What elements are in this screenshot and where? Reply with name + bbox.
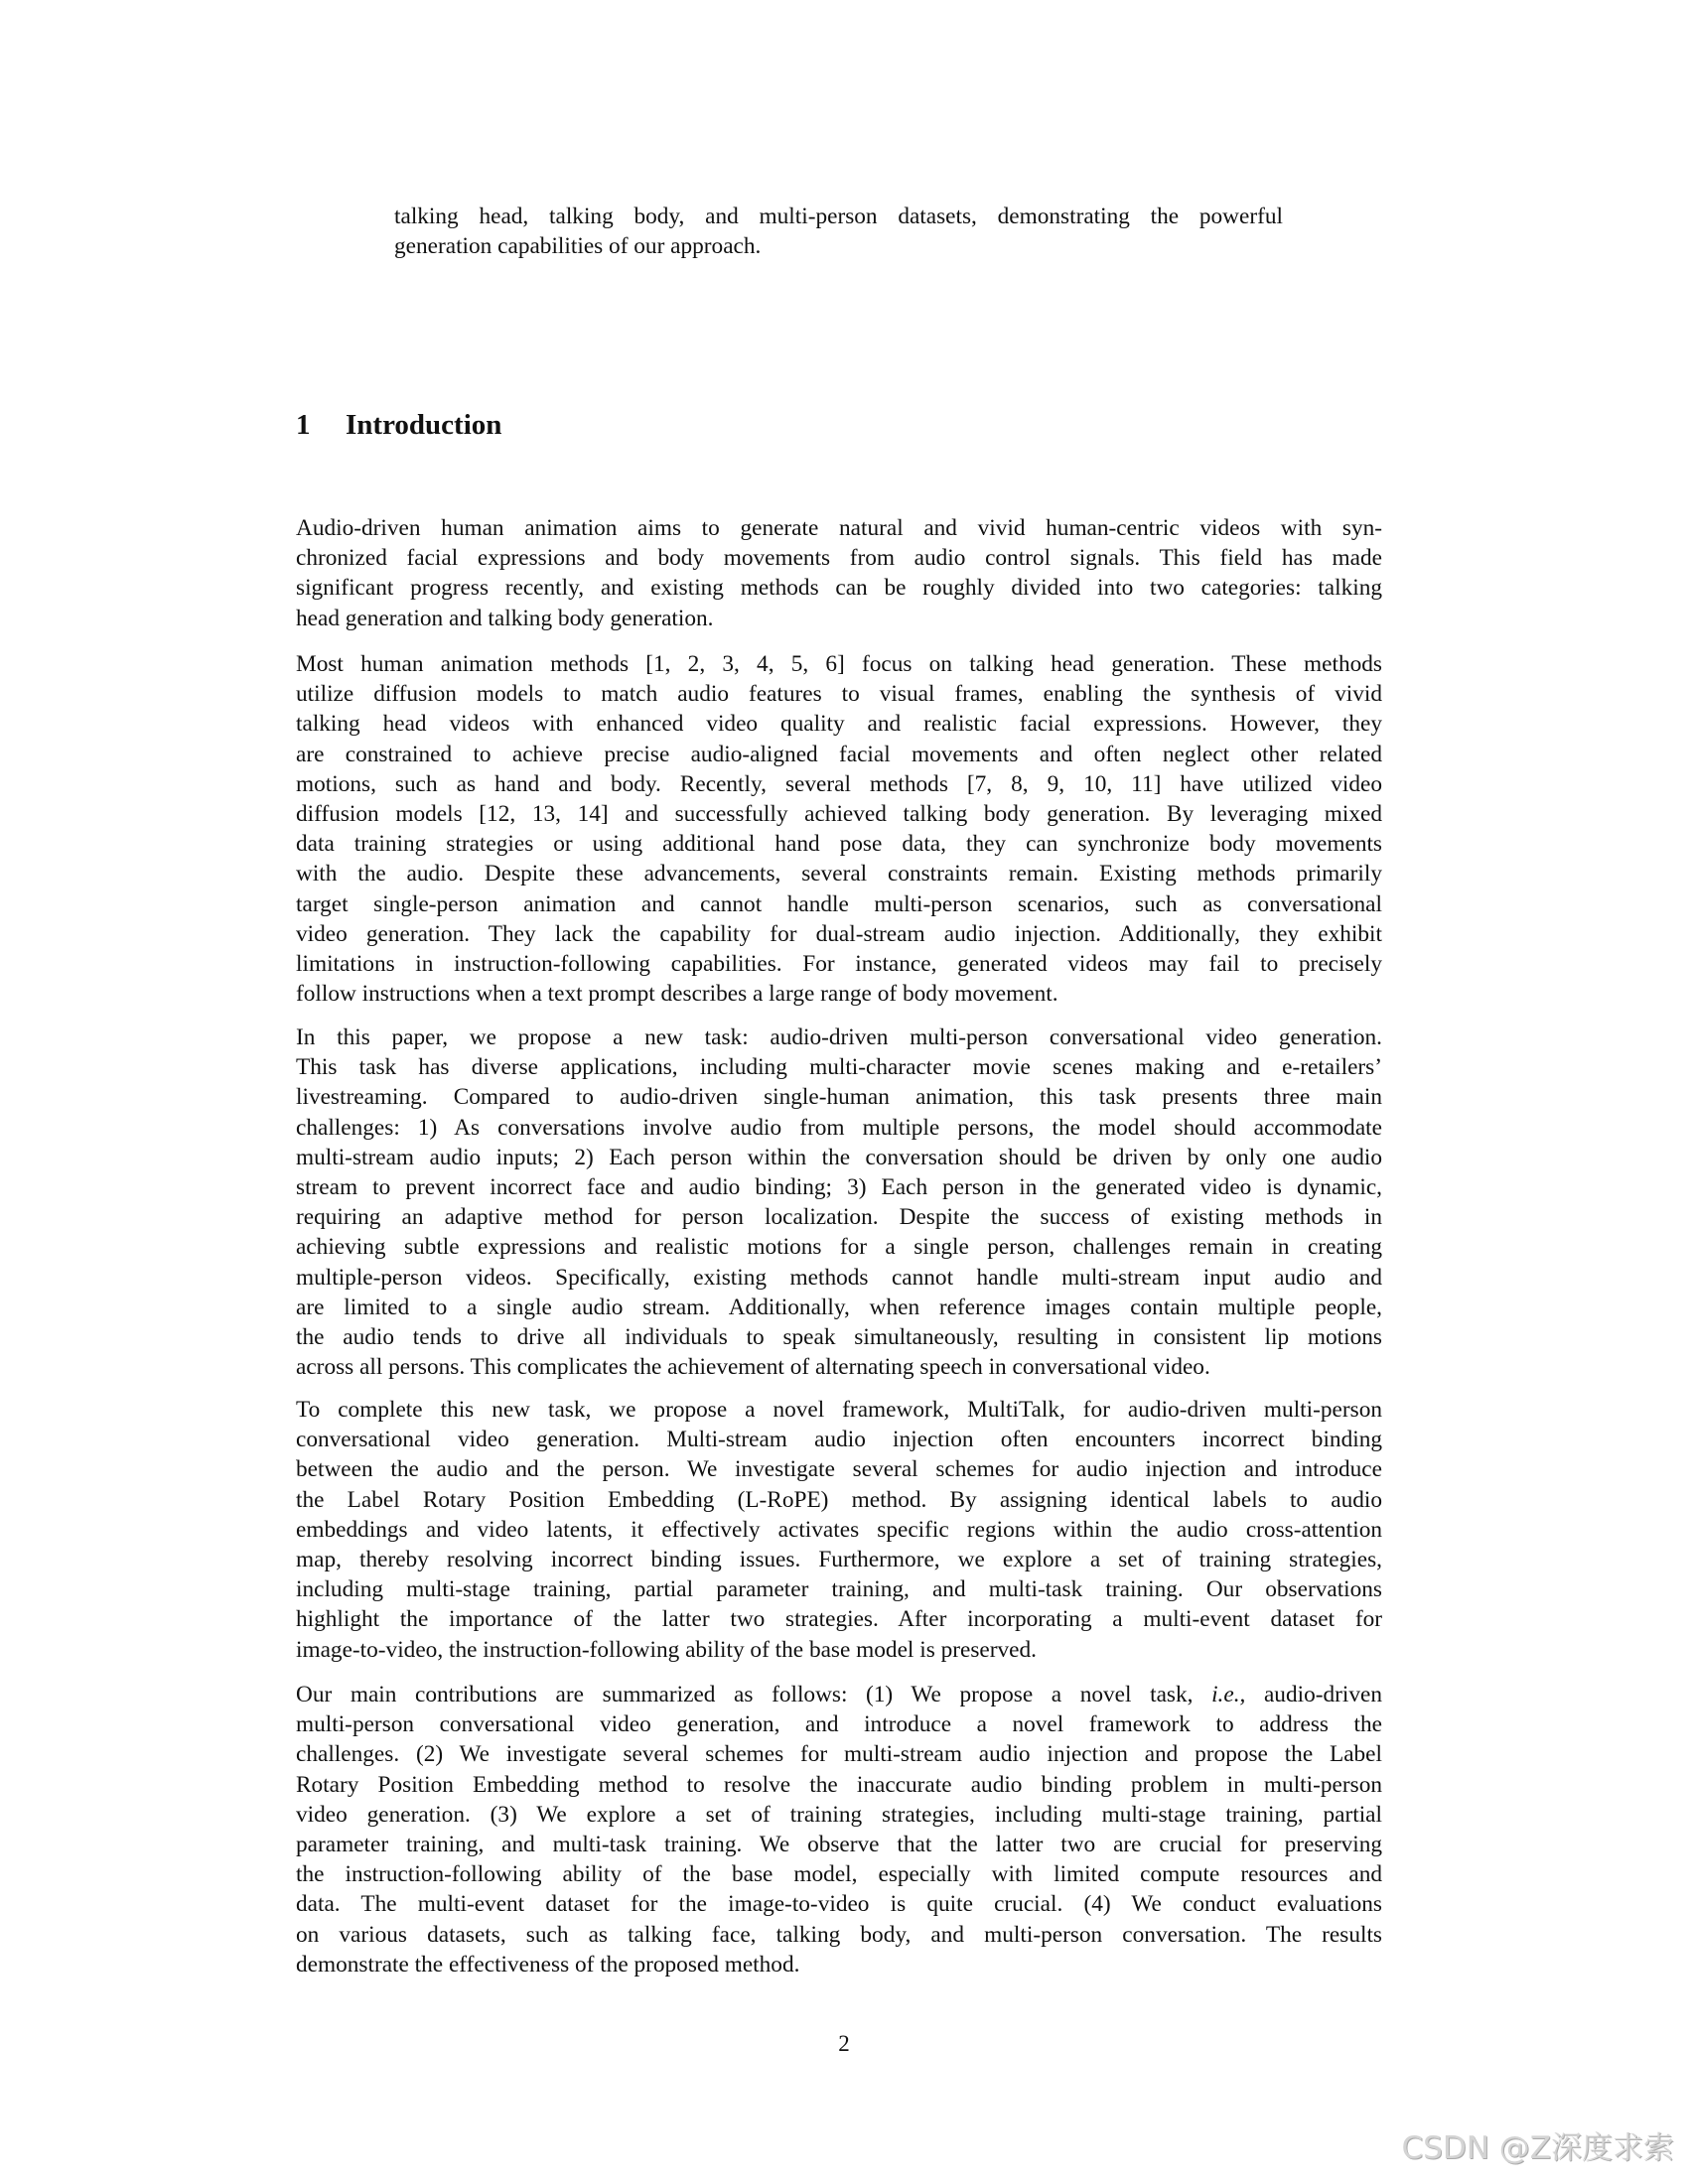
paragraph-line: video generation. (3) We explore a set of training strategies, including multi-stage training, partial <box>296 1801 1382 1828</box>
paragraph <box>296 649 1382 1009</box>
paragraph-line: Most human animation methods [1, 2, 3, 4, 5, 6] focus on talking head generation. These methods <box>296 651 1382 677</box>
paragraph-line: motions, such as hand and body. Recently, several methods [7, 8, 9, 10, 11] have utilized video <box>296 770 1382 797</box>
paragraph-line: the instruction-following ability of the base model, especially with limited compute resources and <box>296 1861 1382 1888</box>
paragraph-line: limitations in instruction-following capabilities. For instance, generated videos may fail to precisely <box>296 950 1382 977</box>
paragraph-line: the Label Rotary Position Embedding (L-RoPE) method. By assigning identical labels to audio <box>296 1486 1382 1513</box>
paragraph <box>296 1680 1382 1979</box>
abstract-tail <box>394 202 1283 261</box>
paragraph-line: utilize diffusion models to match audio features to visual frames, enabling the synthesis of vivid <box>296 681 1382 708</box>
paragraph-line: conversational video generation. Multi-stream audio injection often encounters incorrect binding <box>296 1427 1382 1453</box>
section-heading <box>296 409 501 442</box>
paragraph-line: across all persons. This complicates the achievement of alternating speech in conversational video. <box>296 1354 1210 1381</box>
paragraph-line: follow instructions when a text prompt describes a large range of body movement. <box>296 981 1058 1008</box>
paragraph-line: head generation and talking body generation. <box>296 605 714 631</box>
paragraph-line: significant progress recently, and existing methods can be roughly divided into two categories: talking <box>296 575 1382 602</box>
paragraph <box>296 1395 1382 1665</box>
paragraph-line: multi-stream audio inputs; 2) Each person within the conversation should be driven by only one audio <box>296 1144 1382 1170</box>
paragraph-line: livestreaming. Compared to audio-driven single-human animation, this task presents three main <box>296 1084 1382 1111</box>
paragraph-line: multiple-person videos. Specifically, existing methods cannot handle multi-stream input audio and <box>296 1264 1382 1291</box>
paragraph-line: Audio-driven human animation aims to generate natural and vivid human-centric videos with syn- <box>296 515 1382 541</box>
paragraph-line: chronized facial expressions and body movements from audio control signals. This field has made <box>296 545 1382 572</box>
paragraph-line: are constrained to achieve precise audio-aligned facial movements and often neglect other related <box>296 741 1382 767</box>
paragraph-line: between the audio and the person. We investigate several schemes for audio injection and introduce <box>296 1456 1382 1483</box>
paragraph <box>296 513 1382 633</box>
paragraph-line: image-to-video, the instruction-following ability of the base model is preserved. <box>296 1636 1037 1663</box>
paragraph-line: challenges: 1) As conversations involve audio from multiple persons, the model should accommodate <box>296 1114 1382 1141</box>
paragraph-line: In this paper, we propose a new task: audio-driven multi-person conversational video generation. <box>296 1024 1382 1050</box>
paragraph-line: achieving subtle expressions and realistic motions for a single person, challenges remain in creating <box>296 1234 1382 1261</box>
paragraph-line: highlight the importance of the latter two strategies. After incorporating a multi-event dataset for <box>296 1606 1382 1633</box>
watermark: CSDN @Z深度求索 <box>1401 2130 1674 2166</box>
paragraph-line: target single-person animation and cannot handle multi-person scenarios, such as conversational <box>296 890 1382 917</box>
paragraph <box>296 1023 1382 1382</box>
text-span: audio-driven <box>1245 1682 1382 1707</box>
paragraph-line: diffusion models [12, 13, 14] and successfully achieved talking body generation. By leveraging mixed <box>296 800 1382 827</box>
abstract-line: talking head, talking body, and multi-person datasets, demonstrating the powerful <box>394 204 1283 229</box>
paragraph-line: are limited to a single audio stream. Additionally, when reference images contain multiple people, <box>296 1294 1382 1320</box>
paragraph-line: talking head videos with enhanced video quality and realistic facial expressions. However, they <box>296 711 1382 738</box>
paragraph-line: data. The multi-event dataset for the image-to-video is quite crucial. (4) We conduct evaluations <box>296 1891 1382 1918</box>
paragraph-line: video generation. They lack the capability for dual-stream audio injection. Additionally, they exhibit <box>296 920 1382 947</box>
paragraph-line: demonstrate the effectiveness of the proposed method. <box>296 1951 800 1978</box>
italic-text: i.e., <box>1211 1682 1246 1707</box>
paragraph-line: data training strategies or using additional hand pose data, they can synchronize body movements <box>296 831 1382 858</box>
paragraph-line: stream to prevent incorrect face and audio binding; 3) Each person in the generated video is dynamic, <box>296 1173 1382 1200</box>
paragraph-line: on various datasets, such as talking face, talking body, and multi-person conversation. The results <box>296 1921 1382 1948</box>
text-span: Our main contributions are summarized as follows: (1) We propose a novel task, <box>296 1682 1212 1707</box>
paragraph-line: requiring an adaptive method for person localization. Despite the success of existing methods in <box>296 1204 1382 1231</box>
paragraph-line: embeddings and video latents, it effectively activates specific regions within the audio cross-attention <box>296 1516 1382 1543</box>
paragraph-line: multi-person conversational video generation, and introduce a novel framework to address the <box>296 1711 1382 1738</box>
abstract-line: generation capabilities of our approach. <box>394 233 762 260</box>
section-title: Introduction <box>346 409 502 441</box>
page-number: 2 <box>838 2031 850 2056</box>
paragraph-line: map, thereby resolving incorrect binding issues. Furthermore, we explore a set of training strategies, <box>296 1546 1382 1572</box>
paragraph-line: parameter training, and multi-task training. We observe that the latter two are crucial for preserving <box>296 1831 1382 1857</box>
paragraph-line: the audio tends to drive all individuals to speak simultaneously, resulting in consistent lip motions <box>296 1323 1382 1350</box>
paragraph-line: Rotary Position Embedding method to resolve the inaccurate audio binding problem in multi-person <box>296 1771 1382 1798</box>
paragraph-line: including multi-stage training, partial parameter training, and multi-task training. Our observations <box>296 1576 1382 1603</box>
paragraph-line: challenges. (2) We investigate several schemes for multi-stream audio injection and propose the Label <box>296 1741 1382 1768</box>
section-number: 1 <box>296 409 311 441</box>
paragraph-line <box>296 1680 1382 1709</box>
paragraph-line: with the audio. Despite these advancements, several constraints remain. Existing methods primarily <box>296 861 1382 887</box>
paragraph-line: This task has diverse applications, including multi-character movie scenes making and e-retailers’ <box>296 1054 1382 1081</box>
paragraph-line: To complete this new task, we propose a novel framework, MultiTalk, for audio-driven multi-person <box>296 1397 1382 1423</box>
